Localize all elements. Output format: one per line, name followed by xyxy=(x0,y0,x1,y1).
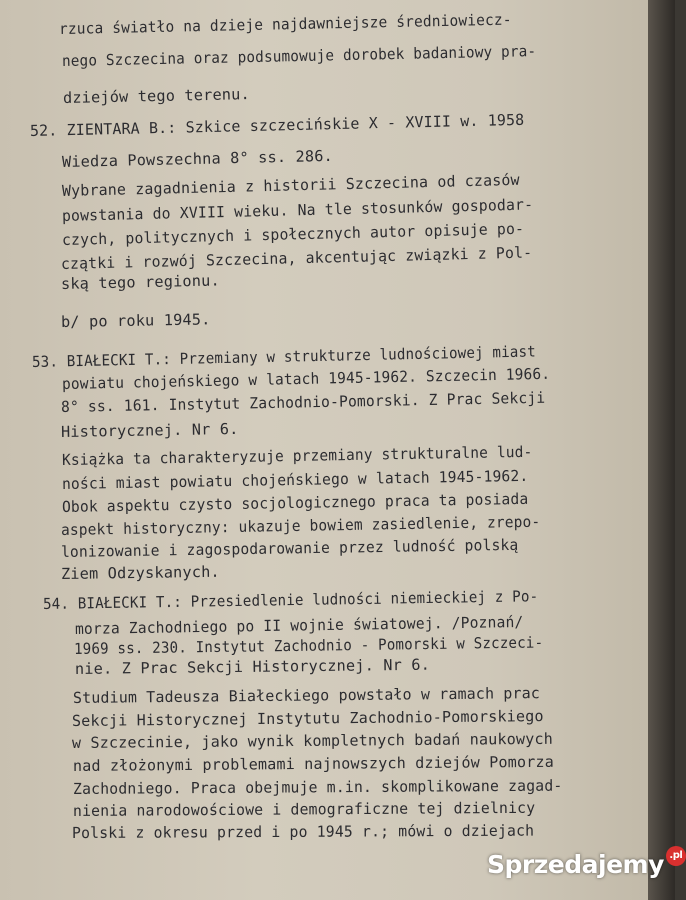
text-line: 8° ss. 161. Instytut Zachodnio-Pomorski. Z Prac Sekcji xyxy=(60,388,546,416)
text-line: 1969 ss. 230. Instytut Zachodnio - Pomorski w Szczeci- xyxy=(73,633,544,658)
text-line: rzuca światło na dzieje najdawniejsze średniowiecz- xyxy=(58,10,512,38)
text-line: w Szczecinie, jako wynik kompletnych badań naukowych xyxy=(71,729,554,752)
text-line: nad złożonymi problemami najnowszych dziejów Pomorza xyxy=(72,752,555,775)
text-line: nienia narodowościowe i demograficzne tej dzielnicy xyxy=(72,798,536,820)
text-line: Sekcji Historycznej Instytutu Zachodnio-Pomorskiego xyxy=(71,707,544,730)
entry-53-heading: 53. BIAŁECKI T.: Przemiany w strukturze ludnościowej miast xyxy=(31,342,537,371)
text-line: Wybrane zagadnienia z historii Szczecina od czasów xyxy=(61,170,520,200)
text-line: Zachodniego. Praca obejmuje m.in. skomplikowane zagad- xyxy=(72,776,563,798)
text-line: ską tego regionu. xyxy=(60,271,221,293)
text-line: dziejów tego terenu. xyxy=(62,85,251,107)
text-line: Książka ta charakteryzuje przemiany strukturalne lud- xyxy=(61,442,533,469)
text-line: Polski z okresu przed i po 1945 r.; mówi o dziejach xyxy=(71,821,535,842)
watermark-badge: .pl xyxy=(666,846,686,866)
text-line: Historycznej. Nr 6. xyxy=(60,419,239,441)
text-line: ności miast powiatu chojeńskiego w latach 1945-1962. xyxy=(61,466,529,493)
text-line: czątki i rozwój Szczecina, akcentując związki z Pol- xyxy=(60,243,533,273)
text-line: Studium Tadeusza Białeckiego powstało w ramach prac xyxy=(72,684,541,707)
section-subheading: b/ po roku 1945. xyxy=(60,310,211,331)
entry-52-heading: 52. ZIENTARA B.: Szkice szczecińskie X - XVIII w. 1958 xyxy=(29,110,525,140)
watermark-text: Sprzedajemy xyxy=(487,849,664,879)
text-line: czych, politycznych i społecznych autor opisuje po- xyxy=(61,219,525,249)
text-line: lonizowanie i zagospodarowanie przez ludność polską xyxy=(60,535,519,561)
text-line: nego Szczecina oraz podsumowuje dorobek badaniowy pra- xyxy=(61,42,537,70)
book-spine-edge xyxy=(648,0,675,900)
text-line: powiatu chojeńskiego w latach 1945-1962. Szczecin 1966. xyxy=(61,364,551,393)
text-line: Wiedza Powszechna 8° ss. 286. xyxy=(61,146,334,171)
text-line: morza Zachodniego po II wojnie światowej. /Poznań/ xyxy=(74,612,524,638)
watermark-logo xyxy=(487,847,686,881)
text-line: Obok aspektu czysto socjologicznego praca ta posiada xyxy=(61,489,529,516)
text-line: nie. Z Prac Sekcji Historycznej. Nr 6. xyxy=(74,655,431,678)
text-line: Ziem Odzyskanych. xyxy=(60,562,220,583)
text-line: aspekt historyczny: ukazuje bowiem zasiedlenie, zrepo- xyxy=(60,512,541,539)
entry-54-heading: 54. BIAŁECKI T.: Przesiedlenie ludności niemieckiej z Po- xyxy=(42,587,539,613)
text-line: powstania do XVIII wieku. Na tle stosunków gospodar- xyxy=(61,195,534,225)
